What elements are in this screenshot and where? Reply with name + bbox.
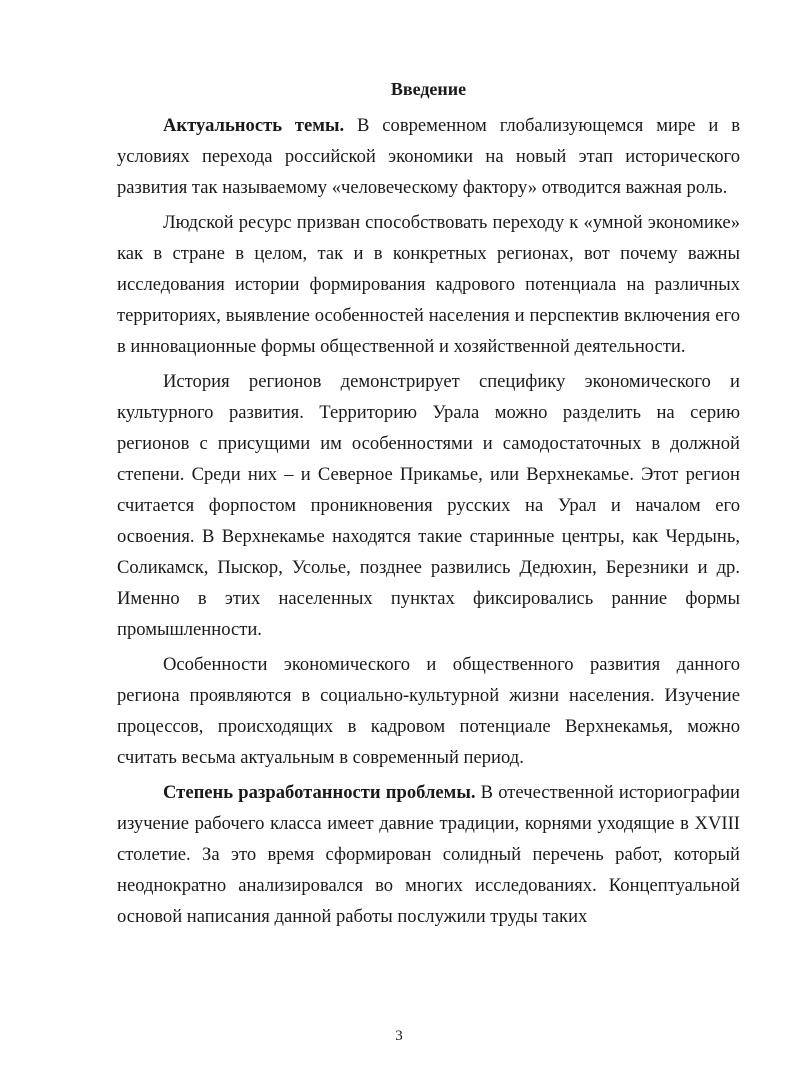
paragraph-human-resource xyxy=(117,207,740,362)
paragraph-text: В современном глобализующемся мире и в условиях перехода российской экономики на новый этап исторического развития так называемому «человеческому фактору» отводится важная роль. xyxy=(117,115,740,198)
paragraph-lead: Актуальность темы. xyxy=(163,115,345,136)
paragraph-text: История регионов демонстрирует специфику экономического и культурного развития. Территорию Урала можно разделить на серию регионов с присущими им особенностями и самодостаточных в должной степени. Среди них – и Северное Прикамье, или Верхнекамье. Этот регион считается форпостом проникновения русских на Урал и началом его освоения. В Верхнекамье находятся такие старинные центры, как Чердынь, Соликамск, Пыскор, Усолье, позднее развились Дедюхин, Березники и др. Именно в этих населенных пунктах фиксировались ранние формы промышленности. xyxy=(117,371,740,640)
page-number: 3 xyxy=(395,1028,403,1044)
paragraph-regions-history xyxy=(117,366,740,645)
paragraph-region-features xyxy=(117,649,740,773)
paragraph-text: В отечественной историографии изучение рабочего класса имеет давние традиции, корнями уходящие в XVIII столетие. За это время сформирован солидный перечень работ, который неоднократно анализировался во многих исследованиях. Концептуальной основой написания данной работы послужили труды таких xyxy=(117,782,740,927)
paragraph-text: Особенности экономического и общественного развития данного региона проявляются в социально-культурной жизни населения. Изучение процессов, происходящих в кадровом потенциале Верхнекамья, можно считать весьма актуальным в современный период. xyxy=(117,654,740,768)
section-heading: Введение xyxy=(390,79,467,99)
document-page xyxy=(117,70,740,932)
paragraph-relevance xyxy=(117,110,740,203)
paragraph-lead: Степень разработанности проблемы. xyxy=(163,782,476,803)
paragraph-research-degree xyxy=(117,777,740,932)
paragraph-text: Людской ресурс призван способствовать переходу к «умной экономике» как в стране в целом, так и в конкретных регионах, вот почему важны исследования истории формирования кадрового потенциала на различных территориях, выявление особенностей населения и перспектив включения его в инновационные формы общественной и хозяйственной деятельности. xyxy=(117,212,740,357)
